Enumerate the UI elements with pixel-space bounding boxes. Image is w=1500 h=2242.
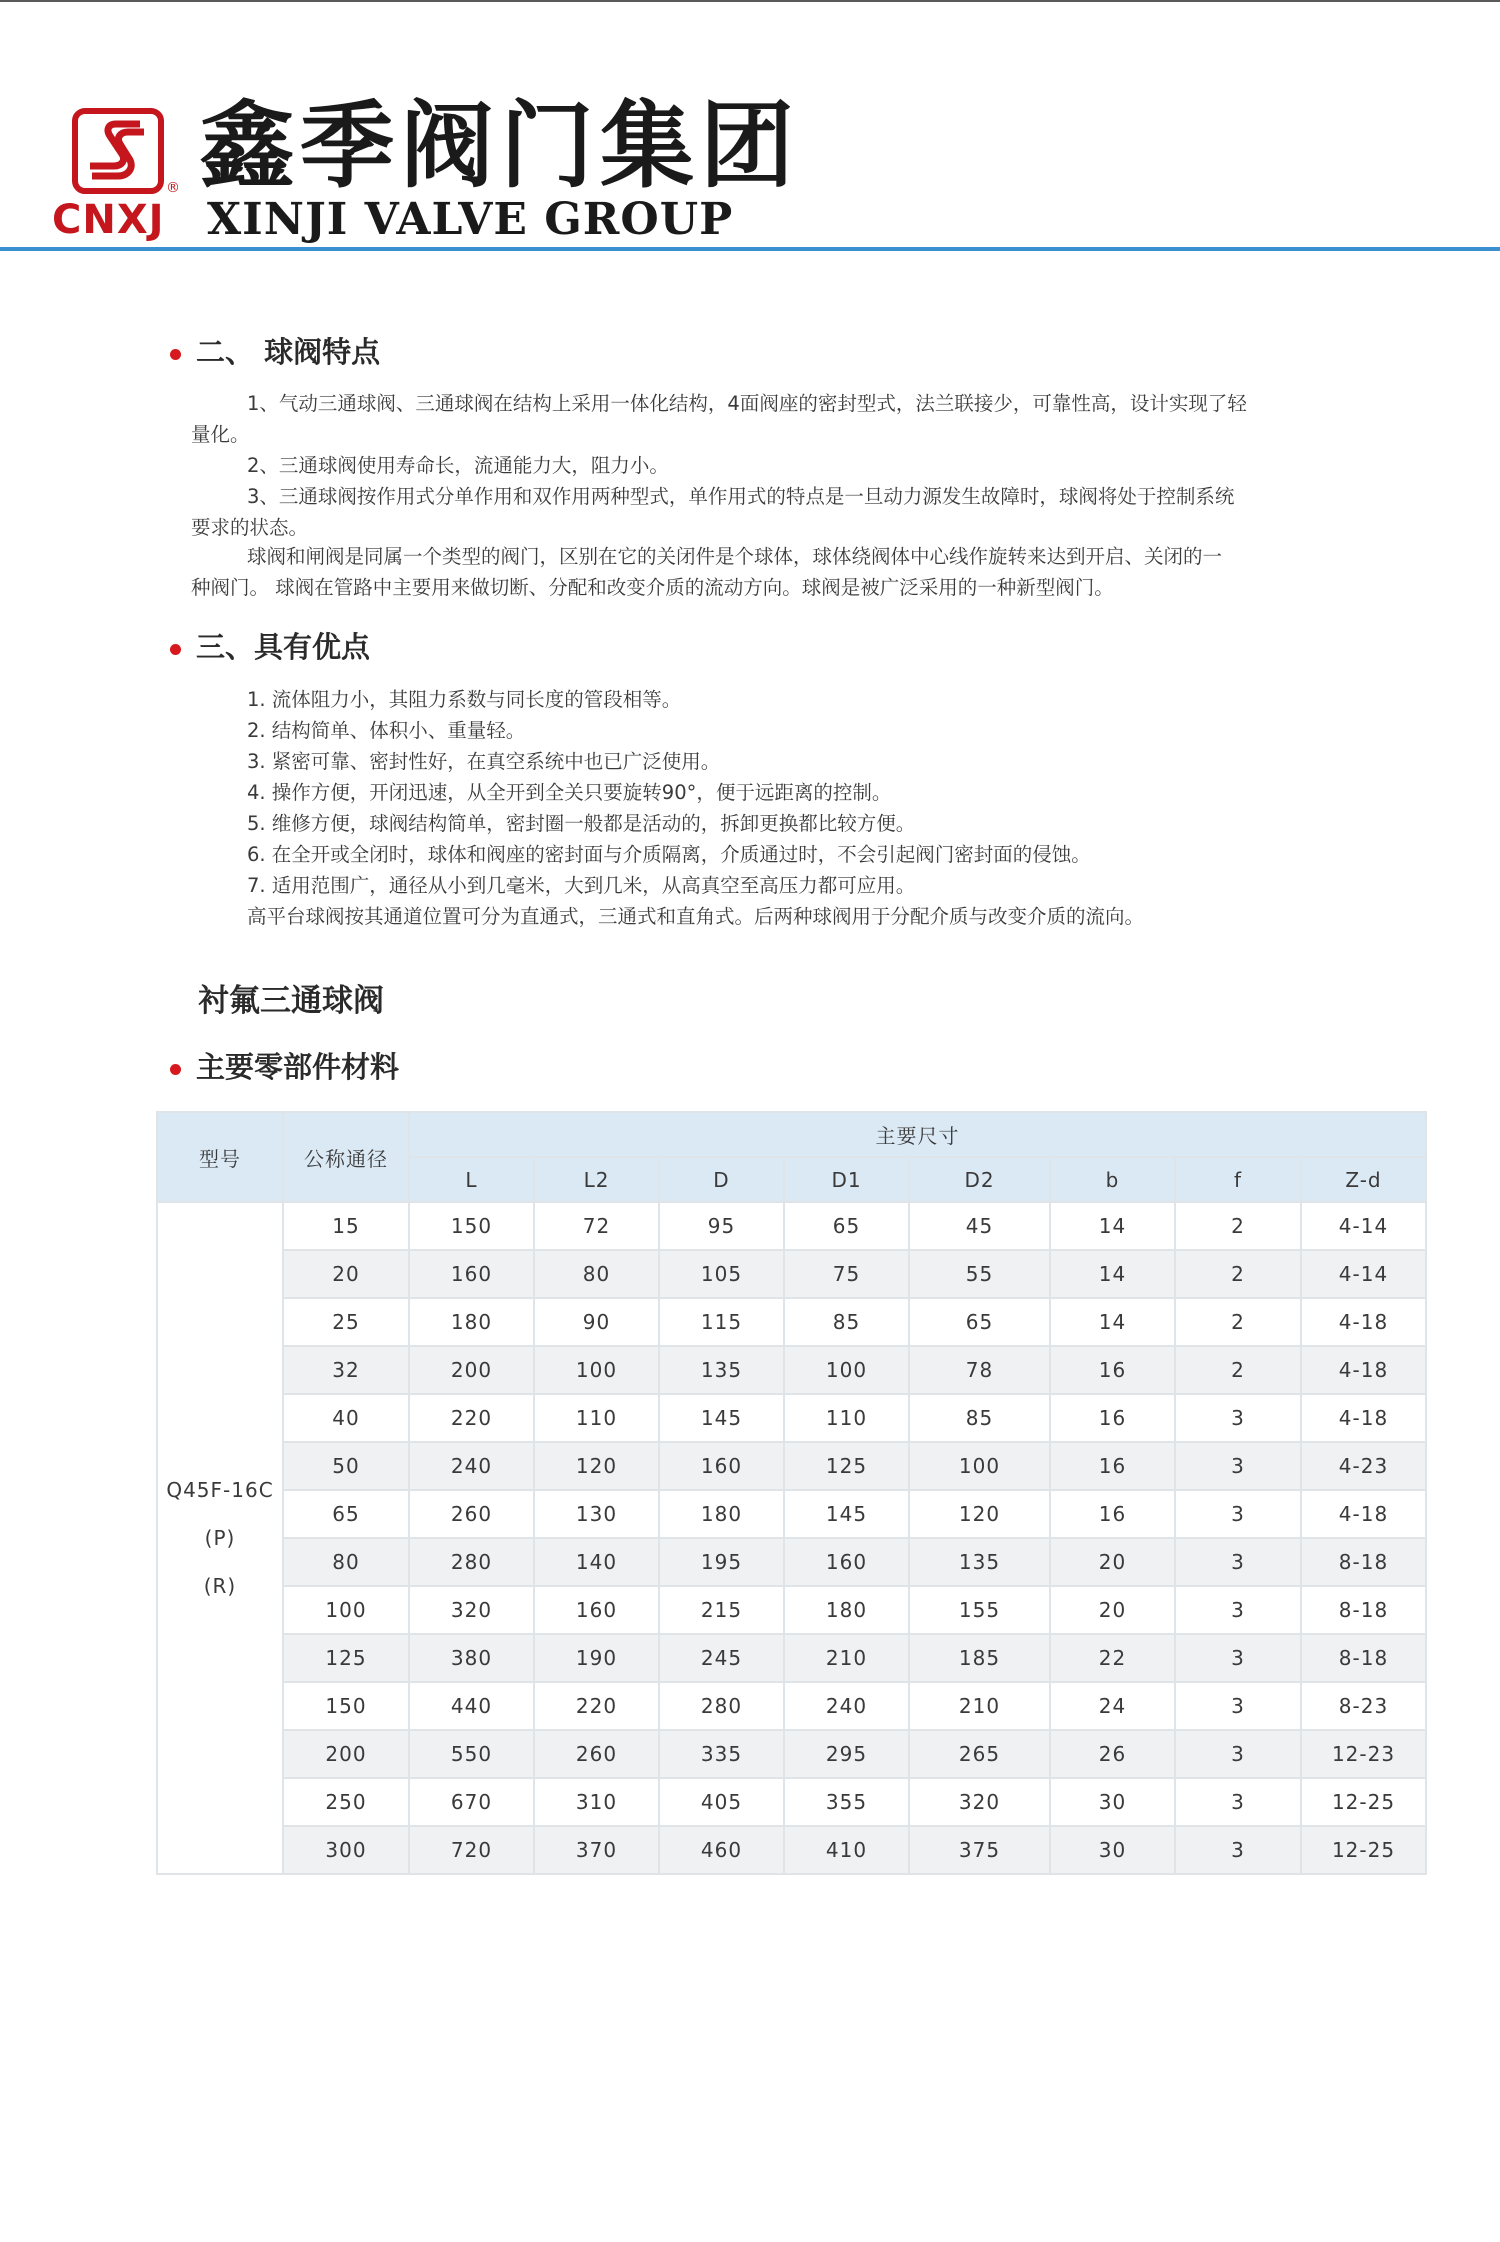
table-cell: 260	[534, 1730, 659, 1778]
table-cell: 12-25	[1301, 1826, 1426, 1874]
features-p1-line2: 量化。	[191, 423, 250, 446]
table-cell: 200	[409, 1346, 534, 1394]
table-cell: 135	[909, 1538, 1050, 1586]
table-cell: 200	[283, 1730, 409, 1778]
advantage-item: 1. 流体阻力小，其阻力系数与同长度的管段相等。	[247, 688, 682, 711]
table-cell: 30	[1050, 1826, 1175, 1874]
table-cell: 2	[1175, 1202, 1301, 1250]
table-row	[157, 1634, 1426, 1682]
table-cell: 115	[659, 1298, 784, 1346]
features-paragraph-3	[191, 481, 1431, 543]
table-cell: 300	[283, 1826, 409, 1874]
xinji-logo-icon	[72, 108, 164, 194]
table-cell: 160	[784, 1538, 909, 1586]
table-cell: 65	[784, 1202, 909, 1250]
table-cell: 3	[1175, 1490, 1301, 1538]
header-dim: D2	[909, 1157, 1050, 1202]
table-cell: 110	[784, 1394, 909, 1442]
brand-english-name: XINJI VALVE GROUP	[207, 194, 734, 245]
table-cell: 250	[283, 1778, 409, 1826]
table-cell: 4-18	[1301, 1298, 1426, 1346]
table-cell: 12-25	[1301, 1778, 1426, 1826]
table-cell: 150	[409, 1202, 534, 1250]
table-cell: 195	[659, 1538, 784, 1586]
table-cell: 125	[283, 1634, 409, 1682]
table-cell: 2	[1175, 1346, 1301, 1394]
registered-mark: ®	[166, 180, 180, 196]
table-cell: 26	[1050, 1730, 1175, 1778]
table-cell: 180	[784, 1586, 909, 1634]
header-dim: b	[1050, 1157, 1175, 1202]
table-cell: 670	[409, 1778, 534, 1826]
table-cell: 8-18	[1301, 1634, 1426, 1682]
table-cell: 8-23	[1301, 1682, 1426, 1730]
table-row	[157, 1298, 1426, 1346]
top-border-line	[0, 0, 1500, 2]
table-cell: 32	[283, 1346, 409, 1394]
table-row	[157, 1682, 1426, 1730]
features-paragraph-1	[191, 388, 1431, 450]
table-cell: 80	[534, 1250, 659, 1298]
table-cell: 280	[409, 1538, 534, 1586]
table-cell: 3	[1175, 1682, 1301, 1730]
advantages-closing: 高平台球阀按其通道位置可分为直通式，三通式和直角式。后两种球阀用于分配介质与改变介质的流向。	[247, 905, 1145, 928]
model-variant-r: (R)	[203, 1574, 237, 1598]
table-cell: 40	[283, 1394, 409, 1442]
table-cell: 12-23	[1301, 1730, 1426, 1778]
table-cell: 16	[1050, 1394, 1175, 1442]
table-cell: 75	[784, 1250, 909, 1298]
table-cell: 265	[909, 1730, 1050, 1778]
header-dim: D1	[784, 1157, 909, 1202]
table-cell: 16	[1050, 1442, 1175, 1490]
table-row	[157, 1538, 1426, 1586]
product-title: 衬氟三通球阀	[198, 983, 384, 1019]
table-cell: 100	[784, 1346, 909, 1394]
table-cell: 2	[1175, 1298, 1301, 1346]
features-p1-line1: 1、气动三通球阀、三通球阀在结构上采用一体化结构，4面阀座的密封型式，法兰联接少，可靠性高，设计实现了轻	[247, 392, 1247, 415]
table-cell: 3	[1175, 1778, 1301, 1826]
table-cell: 720	[409, 1826, 534, 1874]
table-cell: 100	[909, 1442, 1050, 1490]
table-cell: 240	[784, 1682, 909, 1730]
header-model: 型号	[157, 1112, 283, 1202]
table-cell: 190	[534, 1634, 659, 1682]
table-cell: 135	[659, 1346, 784, 1394]
table-cell: 120	[909, 1490, 1050, 1538]
features-p4-line1: 球阀和闸阀是同属一个类型的阀门，区别在它的关闭件是个球体，球体绕阀体中心线作旋转来达到开启、关闭的一	[247, 545, 1223, 568]
table-cell: 95	[659, 1202, 784, 1250]
table-row	[157, 1202, 1426, 1250]
table-cell: 65	[909, 1298, 1050, 1346]
table-cell: 16	[1050, 1346, 1175, 1394]
table-cell: 85	[784, 1298, 909, 1346]
table-row	[157, 1346, 1426, 1394]
table-cell: 50	[283, 1442, 409, 1490]
header-nominal-diameter: 公称通径	[283, 1112, 409, 1202]
table-cell: 160	[659, 1442, 784, 1490]
advantage-item: 5. 维修方便，球阀结构简单，密封圈一般都是活动的，拆卸更换都比较方便。	[247, 812, 916, 835]
table-cell: 14	[1050, 1202, 1175, 1250]
table-cell: 120	[534, 1442, 659, 1490]
table-cell: 8-18	[1301, 1538, 1426, 1586]
table-cell: 375	[909, 1826, 1050, 1874]
section-bullet-icon	[170, 1064, 181, 1075]
table-cell: 295	[784, 1730, 909, 1778]
advantage-item: 2. 结构简单、体积小、重量轻。	[247, 719, 526, 742]
table-cell: 125	[784, 1442, 909, 1490]
table-cell: 150	[283, 1682, 409, 1730]
header-dim: L	[409, 1157, 534, 1202]
table-cell: 410	[784, 1826, 909, 1874]
table-cell: 22	[1050, 1634, 1175, 1682]
header-dim: Z-d	[1301, 1157, 1426, 1202]
table-cell: 130	[534, 1490, 659, 1538]
table-cell: 100	[534, 1346, 659, 1394]
table-cell: 24	[1050, 1682, 1175, 1730]
table-cell: 45	[909, 1202, 1050, 1250]
table-cell: 260	[409, 1490, 534, 1538]
table-row	[157, 1250, 1426, 1298]
table-cell: 160	[409, 1250, 534, 1298]
table-row	[157, 1730, 1426, 1778]
table-row	[157, 1778, 1426, 1826]
table-cell: 100	[283, 1586, 409, 1634]
table-cell: 380	[409, 1634, 534, 1682]
table-cell: 240	[409, 1442, 534, 1490]
table-cell: 145	[784, 1490, 909, 1538]
table-row	[157, 1826, 1426, 1874]
advantage-item: 7. 适用范围广，通径从小到几毫米，大到几米，从高真空至高压力都可应用。	[247, 874, 916, 897]
table-cell: 20	[283, 1250, 409, 1298]
features-heading: 二、 球阀特点	[196, 335, 381, 369]
table-cell: 160	[534, 1586, 659, 1634]
table-cell: 550	[409, 1730, 534, 1778]
table-cell: 4-14	[1301, 1250, 1426, 1298]
header-dim: D	[659, 1157, 784, 1202]
table-cell: 3	[1175, 1634, 1301, 1682]
table-cell: 355	[784, 1778, 909, 1826]
table-cell: 310	[534, 1778, 659, 1826]
table-cell: 4-18	[1301, 1490, 1426, 1538]
table-cell: 25	[283, 1298, 409, 1346]
table-cell: 4-18	[1301, 1346, 1426, 1394]
table-cell: 4-18	[1301, 1394, 1426, 1442]
advantage-item: 3. 紧密可靠、密封性好，在真空系统中也已广泛使用。	[247, 750, 721, 773]
table-cell: 185	[909, 1634, 1050, 1682]
table-cell: 220	[409, 1394, 534, 1442]
table-cell: 180	[659, 1490, 784, 1538]
section-bullet-icon	[170, 349, 181, 360]
header-divider	[0, 247, 1500, 251]
advantage-item: 4. 操作方便，开闭迅速，从全开到全关只要旋转90°，便于远距离的控制。	[247, 781, 892, 804]
table-cell: 80	[283, 1538, 409, 1586]
table-cell: 335	[659, 1730, 784, 1778]
table-row	[157, 1394, 1426, 1442]
advantage-item: 6. 在全开或全闭时，球体和阀座的密封面与介质隔离，介质通过时，不会引起阀门密封面的侵蚀。	[247, 843, 1091, 866]
table-cell: 210	[784, 1634, 909, 1682]
brand-chinese-name: 鑫季阀门集团	[200, 92, 801, 201]
table-cell: 85	[909, 1394, 1050, 1442]
table-cell: 180	[409, 1298, 534, 1346]
features-p3-line1: 3、三通球阀按作用式分单作用和双作用两种型式，单作用式的特点是一旦动力源发生故障时，球阀将处于控制系统	[247, 485, 1235, 508]
model-cell	[157, 1202, 283, 1874]
table-cell: 460	[659, 1826, 784, 1874]
table-cell: 30	[1050, 1778, 1175, 1826]
table-cell: 105	[659, 1250, 784, 1298]
table-cell: 2	[1175, 1250, 1301, 1298]
table-cell: 220	[534, 1682, 659, 1730]
table-cell: 245	[659, 1634, 784, 1682]
table-cell: 405	[659, 1778, 784, 1826]
header-main-dimensions: 主要尺寸	[409, 1112, 1426, 1157]
table-cell: 16	[1050, 1490, 1175, 1538]
model-variant-p: (P)	[204, 1526, 236, 1550]
table-cell: 72	[534, 1202, 659, 1250]
table-cell: 215	[659, 1586, 784, 1634]
features-paragraph-4	[191, 541, 1431, 603]
table-cell: 78	[909, 1346, 1050, 1394]
table-cell: 3	[1175, 1586, 1301, 1634]
features-paragraph-2: 2、三通球阀使用寿命长，流通能力大，阻力小。	[247, 454, 669, 477]
table-cell: 55	[909, 1250, 1050, 1298]
features-p4-line2: 种阀门。 球阀在管路中主要用来做切断、分配和改变介质的流动方向。球阀是被广泛采用的一种新型阀门。	[191, 576, 1114, 599]
table-cell: 320	[409, 1586, 534, 1634]
table-row	[157, 1442, 1426, 1490]
table-cell: 14	[1050, 1250, 1175, 1298]
materials-heading: 主要零部件材料	[196, 1050, 400, 1084]
table-cell: 140	[534, 1538, 659, 1586]
table-cell: 14	[1050, 1298, 1175, 1346]
table-cell: 3	[1175, 1394, 1301, 1442]
table-cell: 8-18	[1301, 1586, 1426, 1634]
header-dim: L2	[534, 1157, 659, 1202]
table-cell: 145	[659, 1394, 784, 1442]
table-cell: 20	[1050, 1538, 1175, 1586]
table-row	[157, 1586, 1426, 1634]
table-cell: 155	[909, 1586, 1050, 1634]
section-bullet-icon	[170, 644, 181, 655]
table-cell: 3	[1175, 1826, 1301, 1874]
table-cell: 110	[534, 1394, 659, 1442]
table-cell: 320	[909, 1778, 1050, 1826]
model-code: Q45F-16C	[166, 1478, 274, 1502]
brand-abbreviation: CNXJ	[52, 197, 165, 243]
table-cell: 3	[1175, 1442, 1301, 1490]
table-cell: 3	[1175, 1538, 1301, 1586]
table-cell: 3	[1175, 1730, 1301, 1778]
advantages-heading: 三、具有优点	[196, 630, 371, 664]
table-cell: 280	[659, 1682, 784, 1730]
table-row	[157, 1490, 1426, 1538]
table-cell: 210	[909, 1682, 1050, 1730]
header-dim: f	[1175, 1157, 1301, 1202]
table-cell: 15	[283, 1202, 409, 1250]
table-cell: 20	[1050, 1586, 1175, 1634]
table-cell: 65	[283, 1490, 409, 1538]
dimensions-table	[156, 1111, 1427, 1875]
table-cell: 370	[534, 1826, 659, 1874]
features-p3-line2: 要求的状态。	[191, 516, 309, 539]
table-cell: 90	[534, 1298, 659, 1346]
table-cell: 440	[409, 1682, 534, 1730]
table-cell: 4-23	[1301, 1442, 1426, 1490]
table-cell: 4-14	[1301, 1202, 1426, 1250]
